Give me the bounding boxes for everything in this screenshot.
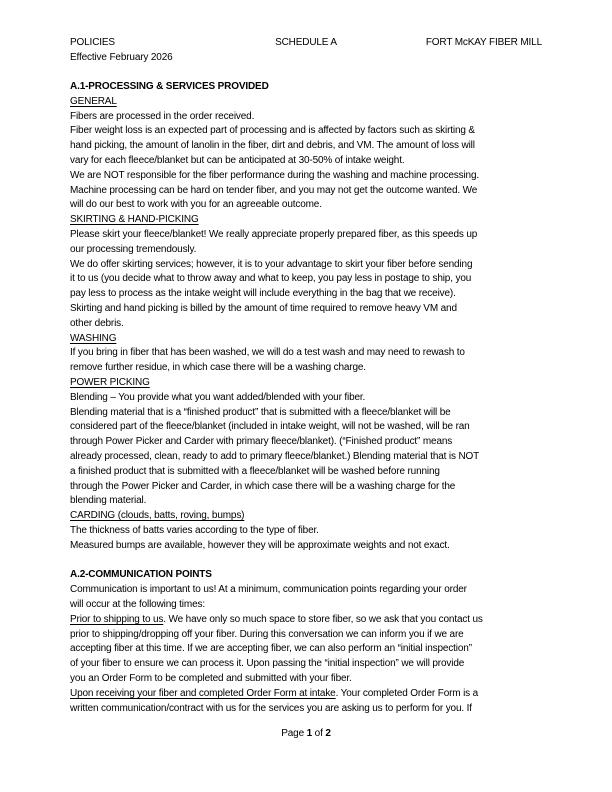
text-line — [70, 435, 542, 450]
text-line — [70, 509, 542, 524]
blank-line — [70, 65, 542, 80]
text-segment: hand picking, the amount of lanolin in the fiber, dirt and debris, and VM. The amount of loss will — [70, 140, 475, 152]
text-line — [70, 568, 542, 583]
text-segment: POWER PICKING — [70, 377, 150, 389]
blank-line — [70, 554, 542, 569]
text-segment: If you bring in fiber that has been washed, we will do a test wash and may need to rewash to — [70, 347, 465, 359]
text-segment: Skirting and hand picking is billed by the amount of time required to remove heavy VM and — [70, 303, 457, 315]
text-segment: Fiber weight loss is an expected part of processing and is affected by factors such as skirting & — [70, 125, 475, 137]
text-segment: written communication/contract with us for the services you are asking us to perform for you. If — [70, 702, 472, 714]
text-segment: A.1-PROCESSING & SERVICES PROVIDED — [70, 81, 269, 93]
text-line — [70, 494, 542, 509]
text-segment: vary for each fleece/blanket but can be anticipated at 30-50% of intake weight. — [70, 155, 405, 167]
page-footer — [0, 727, 612, 742]
text-line — [70, 198, 542, 213]
text-segment: SKIRTING & HAND-PICKING — [70, 214, 199, 226]
text-line — [70, 80, 542, 95]
text-segment: prior to shipping/dropping off your fiber. During this conversation we can inform you if we are — [70, 628, 464, 640]
text-segment: GENERAL — [70, 95, 117, 107]
text-line — [70, 361, 542, 376]
text-segment: a finished product that is submitted with a fleece/blanket will be washed before running — [70, 465, 440, 477]
text-line — [70, 391, 542, 406]
text-segment: Communication is important to us! At a minimum, communication points regarding your order — [70, 584, 467, 596]
text-line — [70, 524, 542, 539]
text-line — [70, 583, 542, 598]
text-line — [70, 154, 542, 169]
page-header — [70, 36, 542, 51]
text-segment: pay less to process as the intake weight will include everything in the bag that we receive). — [70, 288, 456, 300]
text-line — [70, 95, 542, 110]
text-line — [70, 628, 542, 643]
header-schedule-label: SCHEDULE A — [275, 37, 337, 48]
text-line — [70, 672, 542, 687]
text-line — [70, 406, 542, 421]
text-segment: CARDING (clouds, batts, roving, bumps) — [70, 510, 245, 522]
text-segment: of your fiber to ensure we can process it. Upon passing the “initial inspection” we will provide — [70, 658, 465, 670]
text-segment: We are NOT responsible for the fiber performance during the washing and machine processing. — [70, 169, 479, 181]
text-line — [70, 228, 542, 243]
text-segment: blending material. — [70, 495, 147, 507]
text-segment: Fibers are processed in the order received. — [70, 110, 255, 122]
text-segment: . We have only so much space to store fiber, so we ask that you contact us — [163, 613, 483, 625]
text-line — [70, 332, 542, 347]
text-line — [70, 258, 542, 273]
text-line — [70, 687, 542, 702]
text-segment: The thickness of batts varies according to the type of fiber. — [70, 525, 319, 536]
text-line — [70, 598, 542, 613]
header-company-name: FORT McKAY FIBER MILL — [425, 37, 542, 48]
text-segment: through Power Picker and Carder with primary fleece/blanket). (“Finished product” means — [70, 436, 453, 448]
header-policies-label: POLICIES — [70, 37, 115, 48]
text-segment: accepting fiber at this time. If we are accepting fiber, we can also perform an “initial inspection” — [70, 643, 472, 655]
text-segment: you an Order Form to be completed and submitted with your fiber. — [70, 672, 352, 684]
text-line — [70, 657, 542, 672]
text-line — [70, 243, 542, 258]
text-line — [70, 272, 542, 287]
text-segment: 1 — [306, 728, 313, 739]
text-segment: Prior to shipping to us — [70, 613, 164, 625]
text-line — [70, 642, 542, 657]
text-line — [70, 184, 542, 199]
text-segment: through the Power Picker and Carder, in which case there will be a washing charge for the — [70, 480, 456, 492]
text-line — [70, 124, 542, 139]
text-line — [70, 139, 542, 154]
text-segment: 2 — [325, 728, 331, 739]
text-line — [70, 51, 542, 66]
text-segment: remove further residue, in which case there will be a washing charge. — [70, 362, 366, 374]
document-body — [70, 51, 542, 717]
text-segment: Machine processing can be hard on tender fiber, and you may not get the outcome wanted. We — [70, 184, 478, 196]
text-segment: other debris. — [70, 317, 124, 329]
text-segment: considered part of the fleece/blanket (included in intake weight, will not be washed, will be ran — [70, 421, 470, 433]
text-line — [70, 346, 542, 361]
text-segment: Effective February 2026 — [70, 51, 173, 63]
text-line — [70, 287, 542, 302]
text-segment: will do our best to work with you for an agreeable outcome. — [70, 199, 322, 211]
text-segment: our processing tremendously. — [70, 243, 197, 255]
text-line — [70, 317, 542, 332]
text-segment: We do offer skirting services; however, it is to your advantage to skirt your fiber before sending — [70, 258, 473, 270]
text-line — [70, 376, 542, 391]
text-segment: it to us (you decide what to throw away and what to keep, you pay less in postage to ship, you — [70, 273, 472, 285]
text-line — [70, 169, 542, 184]
text-segment: Blending – You provide what you want added/blended with your fiber. — [70, 391, 366, 403]
text-segment: A.2-COMMUNICATION POINTS — [70, 569, 212, 581]
text-line — [70, 110, 542, 125]
text-line — [70, 450, 542, 465]
text-segment: Measured bumps are available, however they will be approximate weights and not exact. — [70, 539, 450, 551]
text-line — [70, 465, 542, 480]
text-segment: Upon receiving your fiber and completed Order Form at intake — [70, 687, 336, 699]
text-line — [70, 613, 542, 628]
text-line — [70, 480, 542, 495]
text-segment: already processed, clean, ready to add to primary fleece/blanket.) Blending material that is NOT — [70, 451, 480, 463]
text-segment: Please skirt your fleece/blanket! We really appreciate properly prepared fiber, as this speeds up — [70, 229, 478, 241]
text-line — [70, 302, 542, 317]
text-segment: of — [312, 728, 326, 739]
text-segment: will occur at the following times: — [70, 598, 205, 610]
text-segment: Blending material that is a “finished product” that is submitted with a fleece/blanket will be — [70, 406, 451, 418]
text-line — [70, 213, 542, 228]
text-segment: . Your completed Order Form is a — [335, 687, 479, 699]
text-line — [70, 702, 542, 717]
text-line — [70, 539, 542, 554]
text-segment: WASHING — [70, 332, 117, 344]
text-segment: Page — [281, 728, 307, 739]
text-line — [70, 420, 542, 435]
